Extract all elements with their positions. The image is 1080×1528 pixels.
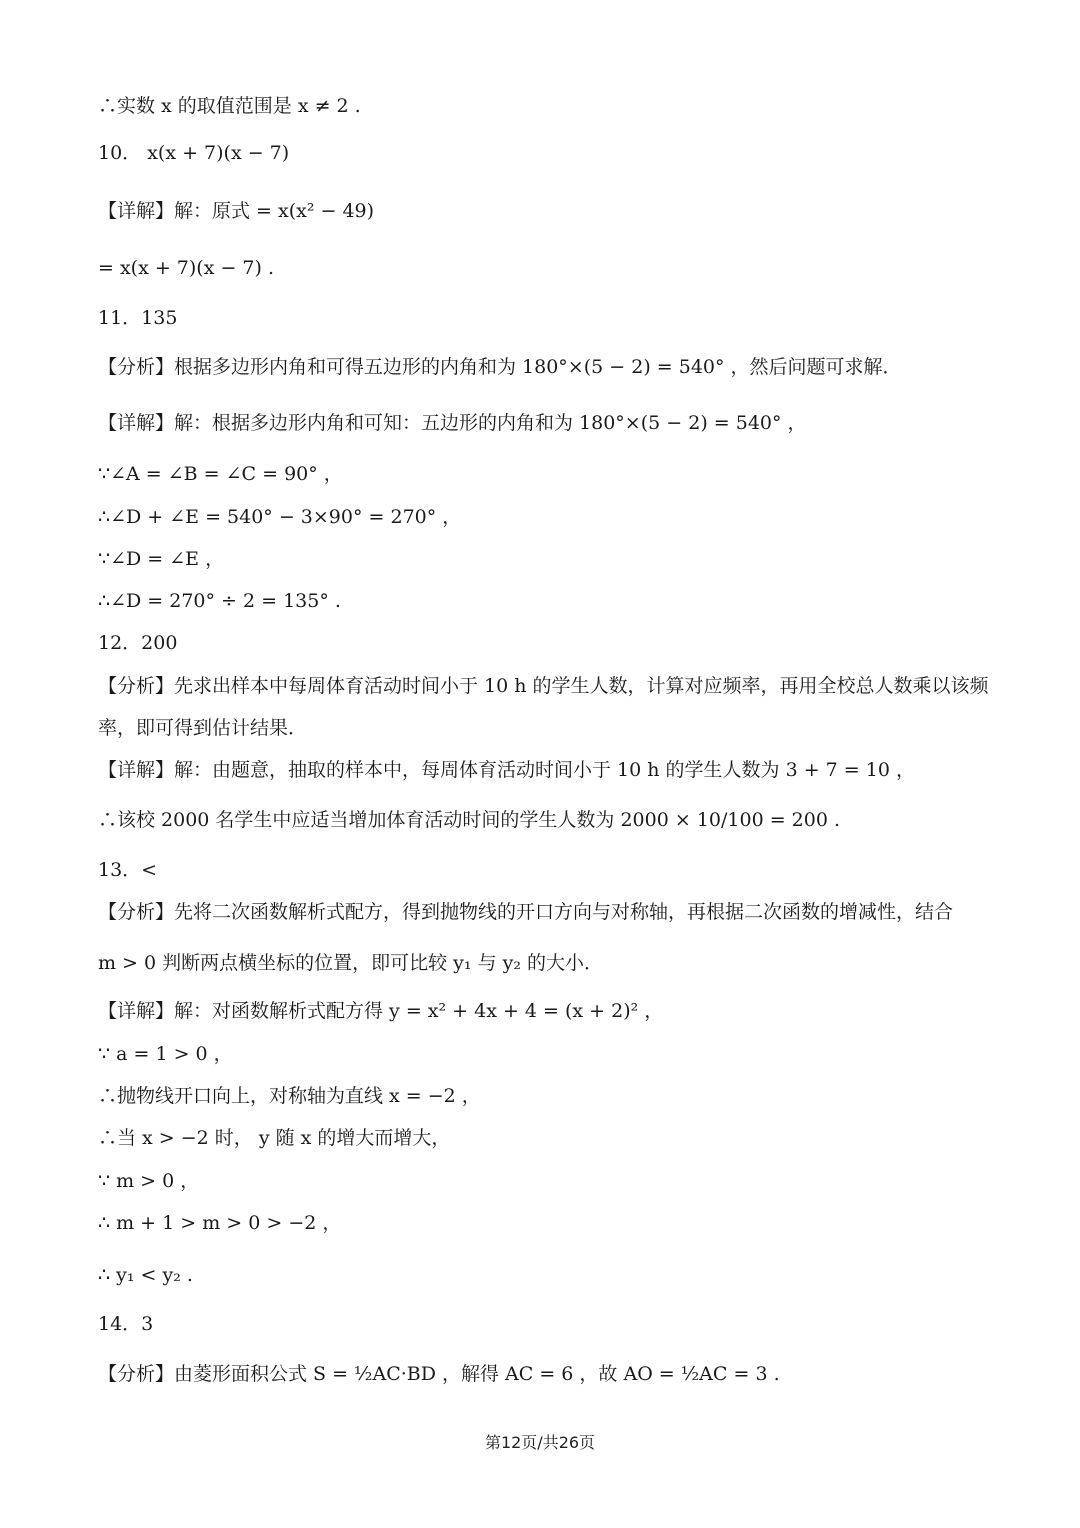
question-14-answer: 14．3 xyxy=(98,1313,154,1335)
text-line: 率，即可得到估计结果． xyxy=(98,717,308,739)
text-line: ∴当 x > −2 时， y 随 x 的增大而增大， xyxy=(98,1127,451,1149)
question-10-detail: 【详解】解：原式 = x(x² − 49) xyxy=(98,200,375,222)
text-line: m > 0 判断两点横坐标的位置，即可比较 y₁ 与 y₂ 的大小． xyxy=(98,952,604,974)
question-12-answer: 12．200 xyxy=(98,632,178,654)
question-11-answer: 11．135 xyxy=(98,307,178,329)
question-13-analysis: 【分析】先将二次函数解析式配方，得到抛物线的开口方向与对称轴，再根据二次函数的增减性，结合 xyxy=(98,901,954,923)
text-line: ∴ m + 1 > m > 0 > −2 ， xyxy=(98,1212,342,1234)
text-line: ∵ a = 1 > 0 ， xyxy=(98,1043,233,1065)
text-line: ∵∠A = ∠B = ∠C = 90° ， xyxy=(98,463,343,485)
text-line: ∵ m > 0 ， xyxy=(98,1170,200,1192)
question-11-analysis: 【分析】根据多边形内角和可得五边形的内角和为 180°×(5 − 2) = 540° ，然后问题可求解． xyxy=(98,356,902,378)
question-13-answer: 13．< xyxy=(98,859,158,881)
text-line: ∴实数 x 的取值范围是 x ≠ 2 . xyxy=(98,95,361,117)
text-line: ∴该校 2000 名学生中应适当增加体育活动时间的学生人数为 2000 × 10/100 = 200 . xyxy=(98,809,841,831)
question-10-answer: 10． x(x + 7)(x − 7) xyxy=(98,142,290,164)
text-line: ∴∠D + ∠E = 540° − 3×90° = 270° ， xyxy=(98,506,462,528)
question-12-detail: 【详解】解：由题意，抽取的样本中，每周体育活动时间小于 10 h 的学生人数为 3 + 7 = 10 ， xyxy=(98,759,915,781)
question-14-analysis: 【分析】由菱形面积公式 S = ½AC·BD ，解得 AC = 6 ，故 AO = ½AC = 3 . xyxy=(98,1363,780,1385)
text-line: ∵∠D = ∠E ， xyxy=(98,548,225,570)
text-line: = x(x + 7)(x − 7) . xyxy=(98,257,275,279)
text-line: ∴∠D = 270° ÷ 2 = 135° . xyxy=(98,590,341,612)
page-number: 第12页/共26页 xyxy=(484,1433,596,1452)
text-line: ∴抛物线开口向上，对称轴为直线 x = −2 ， xyxy=(98,1085,481,1107)
question-11-detail: 【详解】解：根据多边形内角和可知：五边形的内角和为 180°×(5 − 2) = 540° ， xyxy=(98,412,807,434)
text-line: ∴ y₁ < y₂ . xyxy=(98,1264,193,1286)
question-13-detail: 【详解】解：对函数解析式配方得 y = x² + 4x + 4 = (x + 2)² ， xyxy=(98,1000,664,1022)
question-12-analysis: 【分析】先求出样本中每周体育活动时间小于 10 h 的学生人数，计算对应频率，再用全校总人数乘以该频 xyxy=(98,675,989,697)
